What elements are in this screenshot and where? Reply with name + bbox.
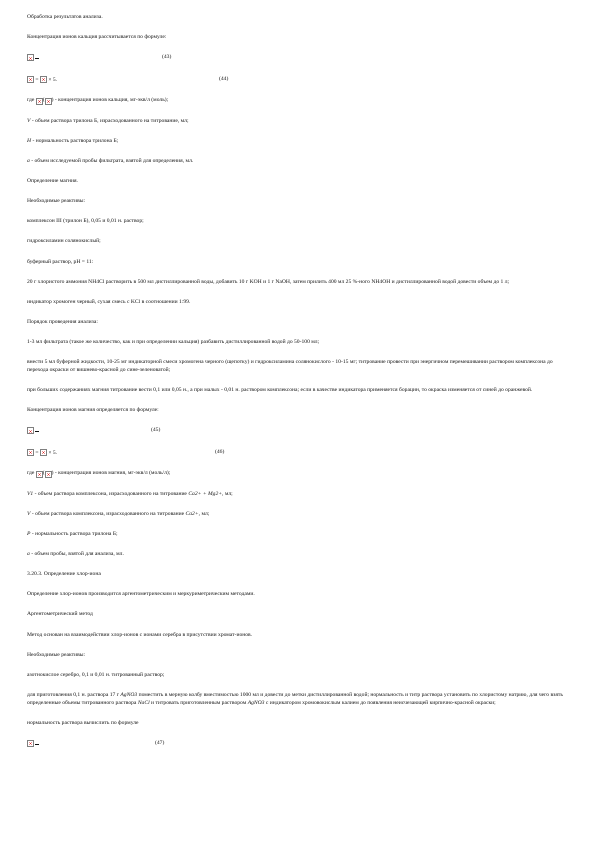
equation-46-tail: × 5. [48, 449, 58, 456]
broken-image-icon [36, 471, 43, 478]
where-magnesium-row: где ) - концентрация ионов магния, мг-экв/л (моль/л); [27, 470, 171, 477]
equation-44-row: = × 5. (44) [27, 76, 572, 85]
broken-image-icon [45, 471, 52, 478]
equation-number-47: (47) [155, 739, 165, 746]
definition-v: V - объем раствора трилона Б, израсходованного на титрование, мл; [27, 117, 189, 124]
procedure-title: Порядок проведения анализа: [27, 319, 98, 326]
silver-preparation: для приготовления 0,1 н. раствора 17 г AgNO3 поместить в мерную колбу вместимостью 1000 мл и довести до метки дистиллированной водой; нормальность и титр раствора установить по хлористому натрию, для чего взять определенные объемы титрованного раствора NaCl и титровать приготовленным раствором AgNO3 с индикатором хромовокислым калием до появления неисчезающей кирпично-красной окраски; [27, 692, 563, 706]
chloride-intro: Определение хлор-ионов производится аргентометрическим и меркуриметрическим методами. [27, 591, 255, 598]
reagent-2: гидроксиламин солянокислый; [27, 238, 101, 245]
broken-image-icon [45, 98, 52, 105]
broken-image-icon [40, 449, 47, 456]
where-calcium-row: где ) - концентрация ионов кальция, мг-экв/л (моль); [27, 97, 169, 104]
definition-a2: а - объем пробы, взятой для анализа, мл. [27, 551, 124, 558]
buffer-description: 20 г хлористого аммония NH4Cl растворить в 500 мл дистиллированной воды, добавить 10 г KOH и 1 г NaOH, затем прилить 400 мл 25 %-ного NH4OH и дистиллированной водой довести объем до 1 л; [27, 278, 510, 285]
broken-image-icon [27, 427, 34, 434]
broken-image-icon [36, 98, 43, 105]
equation-46-row: = × 5. (46) [27, 449, 572, 458]
argentometric-title: Аргентометрический метод [27, 611, 93, 618]
reagents-title: Необходимые реактивы: [27, 198, 86, 205]
equation-45-row [27, 427, 572, 436]
argentometric-description: Метод основан на взаимодействии хлор-ионов с ионами серебра в присутствии хромат-ионов. [27, 631, 253, 638]
definition-v1: V1 - объем раствора комплексона, израсходованного на титрование Ca2+ + Mg2+, мл; [27, 490, 233, 497]
magnesium-title: Определение магния. [27, 178, 78, 185]
procedure-step-3: при больших содержаниях магния титрование вести 0,1 или 0,05 н., а при малых - 0,01 н. раствором комплексона; если в качестве индикатора применяется борацин, то окраска изменяется от синей до оранжевой. [27, 386, 533, 393]
broken-image-icon [27, 76, 34, 83]
equation-44-tail: × 5. [48, 76, 58, 83]
broken-image-icon [27, 449, 34, 456]
reagent-silver: азотнокислое серебро, 0,1 и 0,01 н. титрованный раствор; [27, 671, 165, 678]
equation-number-44: (44) [219, 75, 229, 82]
procedure-step-1: 1-3 мл фильтрата (такое же количество, как и при определении кальция) разбавить дистиллированной водой до 50-100 мл; [27, 339, 320, 346]
definition-a: а - объем исследуемой пробы фильтрата, взятой для определения, мл. [27, 157, 194, 164]
section-heading: 3.20.3. Определение хлор-иона [27, 571, 101, 578]
equation-number-45: (45) [151, 427, 161, 434]
paragraph-magnesium-formula: Концентрация ионов магния определяется по формуле: [27, 407, 159, 414]
definition-p: Р - нормальность раствора трилона Б; [27, 530, 118, 537]
equation-number-43: (43) [162, 54, 172, 61]
paragraph-calcium-formula: Концентрация ионов кальция рассчитывается по формуле: [27, 34, 167, 41]
broken-image-icon [27, 740, 34, 747]
reagents-title-2: Необходимые реактивы: [27, 651, 86, 658]
reagent-3: буферный раствор, рН = 11: [27, 258, 94, 265]
equation-number-46: (46) [215, 448, 225, 455]
definition-v2: V - объем раствора комплексона, израсходованного на титрование Ca2+, мл; [27, 510, 210, 517]
indicator: индикатор хромоген черный, сухая смесь с KCl в соотношении 1:99. [27, 298, 191, 305]
document-page [27, 14, 572, 749]
procedure-step-2: внести 5 мл буферной жидкости, 10-25 мг индикаторной смеси хромогена черного (щепотку) и гидроксиламина солянокислого - 10-15 мг; титрование провести при энергичном перемешивании раствором комплексона до перехода окраски от вишнево-красной до сине-зеленоватой; [27, 359, 553, 373]
equation-47-row [27, 740, 572, 749]
normality-calculation: нормальность раствора вычислить по формуле [27, 719, 139, 726]
broken-image-icon [27, 54, 34, 61]
broken-image-icon [40, 76, 47, 83]
equation-43-row [27, 54, 572, 63]
definition-n: Н - нормальность раствора трилона Б; [27, 137, 119, 144]
heading: Обработка результатов анализа. [27, 14, 103, 20]
reagent-1: комплексон III (трилон Б), 0,05 и 0,01 н. раствор; [27, 218, 144, 225]
